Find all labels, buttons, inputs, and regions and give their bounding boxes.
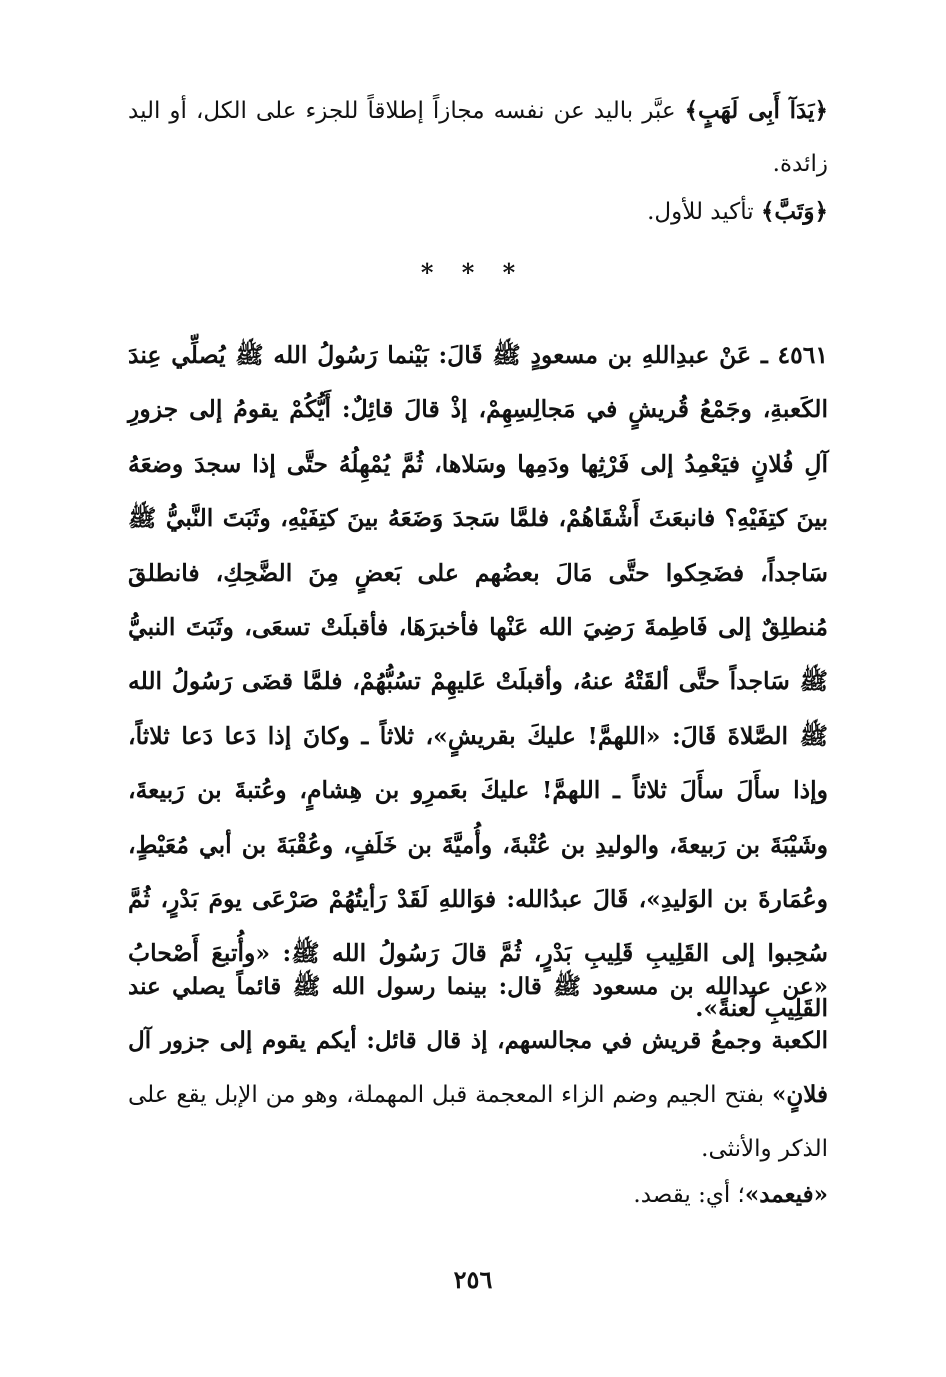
note-quote: «فيعمد» bbox=[744, 1181, 828, 1208]
commentary-text: بفتح الجيم وضم الزاء المعجمة قبل المهملة، وهو من الإبل يقع على الذكر والأنثى. bbox=[128, 1082, 828, 1162]
note-text: ؛ أي: يقصد. bbox=[633, 1182, 745, 1208]
verse-explanation-paragraph-1 bbox=[128, 85, 828, 190]
hadith-text: ٤٥٦١ ـ عَنْ عبدِاللهِ بن مسعودٍ ﷺ قَالَ: بَيْنما رَسُولُ الله ﷺ يُصلِّي عِندَ الكَعبةِ، وجَمْعُ قُريشٍ في مَجالِسِهِمْ، إذْ قالَ قائِلٌ: أَيُّكُمْ يقومُ إلى جزورِ آلِ فُلانٍ فيَعْمِدُ إلى فَرْثِها ودَمِها وسَلاها، ثُمَّ يُمْهِلُهُ حتَّى إذا سجدَ وضعَهُ بينَ كتِفَيْهِ؟ فانبعَثَ أَشْقَاهُمْ، فلمَّا سَجدَ وَضَعَهُ بينَ كتِفَيْهِ، وثَبَتَ النَّبيُّ ﷺ سَاجداً، فضَحِكوا حتَّى مَالَ بعضُهم على بَعضٍ مِنَ الضَّحِكِ، فانطلقَ مُنطلِقٌ إلى فَاطِمةَ رَضِيَ الله عَنْها فأخبرَهَا، فأقبلَتْ تسعَى، وثَبَتَ النبيُّ ﷺ سَاجداً حتَّى ألقَتْهُ عنهُ، وأقبلَتْ عَليهِمْ تسُبُّهُمْ، فلمَّا قضَى رَسُولُ الله ﷺ الصَّلاةَ قَالَ: «اللهمَّ! عليكَ بقريشٍ»، ثلاثاً ـ وكانَ إذا دَعا دَعا ثلاثاً، وإذا سأَلَ سأَلَ ثلاثاً ـ اللهمَّ! عليكَ بعَمرِو بن هِشامٍ، وعُتبةَ بن رَبيعةَ، وشَيْبَةَ بن رَبيعةَ، والوليدِ بن عُتْبةَ، وأُميَّةَ بن خَلَفٍ، وعُقْبَةَ بن أبي مُعَيْطٍ، وعُمَارةَ بن الوَليدِ»، قَالَ عبدُالله: فوَاللهِ لَقَدْ رَأيتُهُمْ صَرْعَى يومَ بَدْرٍ، ثُمَّ سُحِبوا إلى القَلِيبِ قَلِيبِ بَدْرٍ، ثُمَّ قالَ رَسُولُ الله ﷺ: «وأُتبعَ أَصْحابُ القَلِيبِ لَعنةً». bbox=[128, 341, 828, 1022]
commentary-paragraph bbox=[128, 960, 828, 1176]
quran-quote: ﴿وَتَبَّ﴾ bbox=[760, 198, 828, 225]
page-number: ٢٥٦ bbox=[453, 1265, 493, 1294]
word-note bbox=[128, 1169, 828, 1222]
commentary-quote: «عن عبدالله بن مسعود ﷺ قال: بينما رسول الله ﷺ قائماً يصلي عند الكعبة وجمعُ قريش في مجالسهم، إذ قال قائل: أيكم يقوم إلى جزور آل فلانٍ» bbox=[128, 973, 828, 1108]
section-separator: * * * bbox=[420, 258, 526, 287]
explanation-text: تأكيد للأول. bbox=[647, 199, 761, 225]
explanation-text: عبَّر باليد عن نفسه مجازاً إطلاقاً للجزء على الكل، أو اليد زائدة. bbox=[128, 98, 828, 177]
verse-explanation-paragraph-2 bbox=[128, 186, 828, 239]
quran-quote: ﴿يَدَآ أَبِى لَهَبٍ﴾ bbox=[684, 97, 828, 124]
